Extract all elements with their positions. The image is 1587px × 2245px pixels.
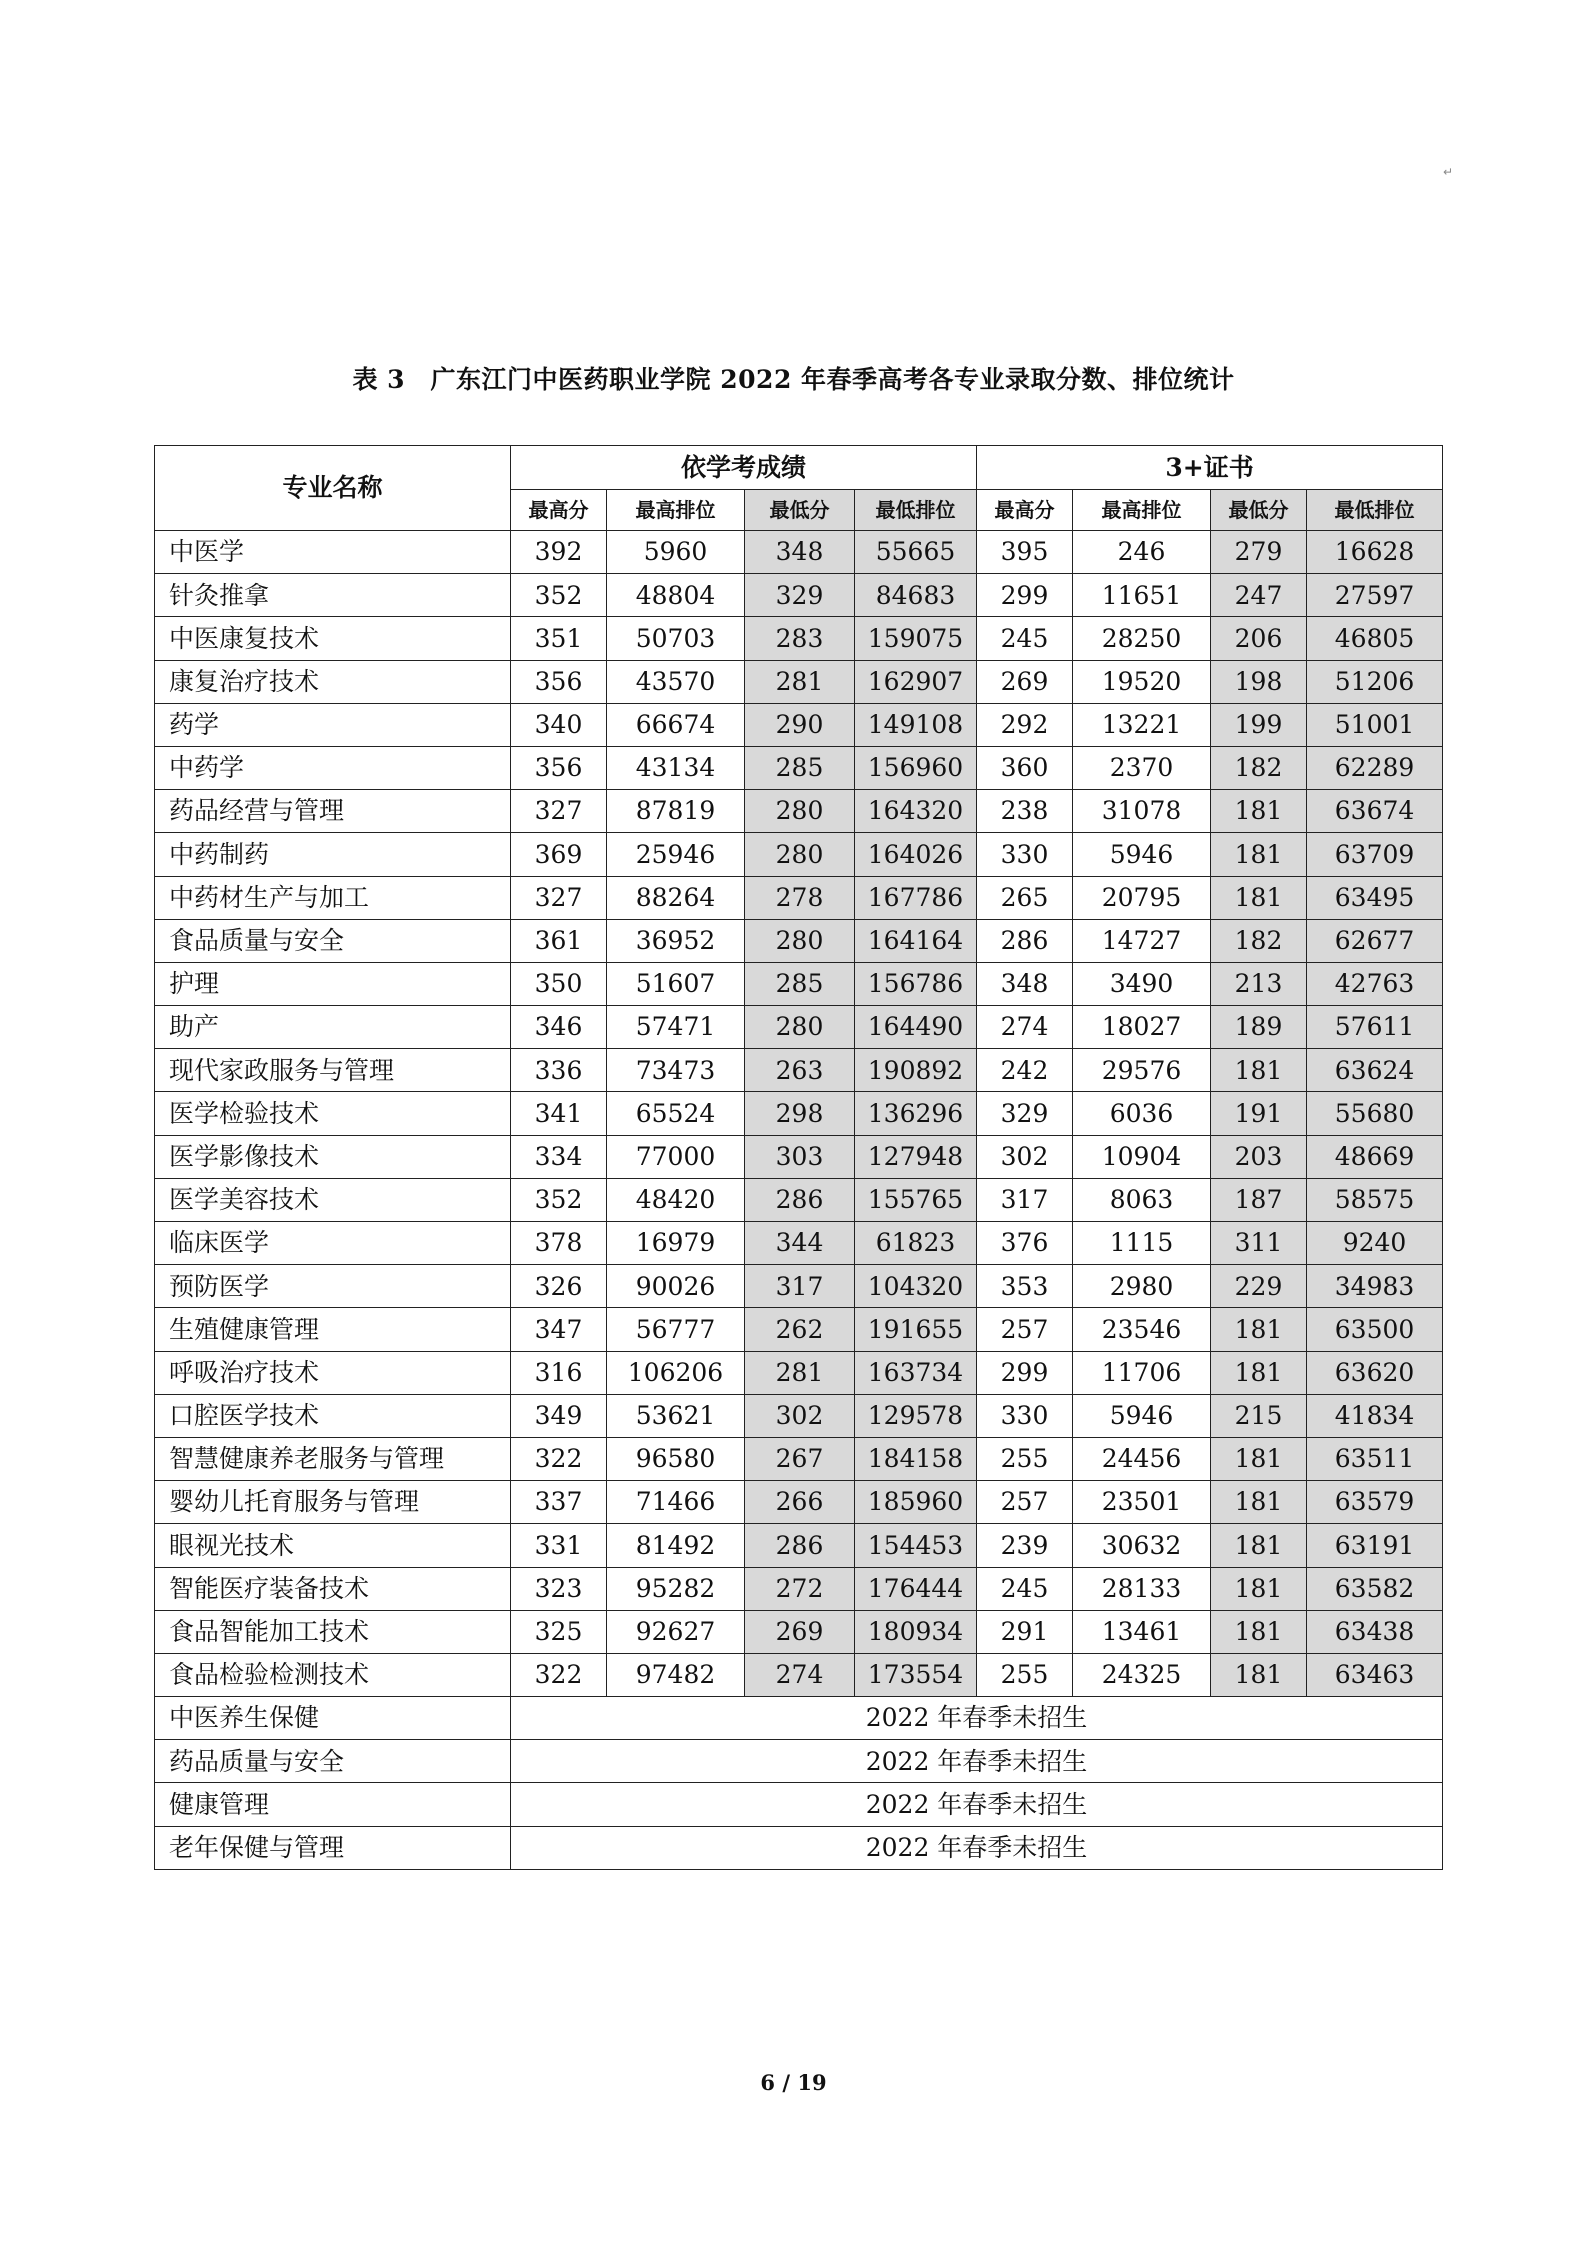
score-cell: 156786 (855, 962, 977, 1005)
table-row-no-enrollment (155, 1826, 1443, 1869)
major-name: 药品质量与安全 (155, 1740, 511, 1783)
major-name: 智慧健康养老服务与管理 (155, 1437, 511, 1480)
table-row (155, 1049, 1443, 1092)
score-cell: 71466 (607, 1481, 745, 1524)
score-cell: 213 (1211, 962, 1307, 1005)
score-cell: 280 (745, 919, 855, 962)
score-cell: 20795 (1073, 876, 1211, 919)
score-cell: 255 (977, 1653, 1073, 1696)
major-name: 中药学 (155, 746, 511, 789)
header-col: 最低分 (1211, 490, 1307, 531)
score-cell: 316 (511, 1351, 607, 1394)
score-cell: 164490 (855, 1006, 977, 1049)
major-name: 呼吸治疗技术 (155, 1351, 511, 1394)
no-enrollment-note: 2022 年春季未招生 (511, 1826, 1443, 1869)
score-cell: 11706 (1073, 1351, 1211, 1394)
score-cell: 215 (1211, 1394, 1307, 1437)
table-row (155, 1006, 1443, 1049)
score-cell: 84683 (855, 574, 977, 617)
header-col: 最低排位 (855, 490, 977, 531)
score-cell: 16979 (607, 1222, 745, 1265)
score-cell: 6036 (1073, 1092, 1211, 1135)
score-cell: 245 (977, 617, 1073, 660)
major-name: 康复治疗技术 (155, 660, 511, 703)
score-cell: 27597 (1307, 574, 1443, 617)
score-cell: 285 (745, 962, 855, 1005)
score-cell: 239 (977, 1524, 1073, 1567)
score-cell: 317 (745, 1265, 855, 1308)
score-cell: 356 (511, 660, 607, 703)
score-cell: 164164 (855, 919, 977, 962)
score-cell: 255 (977, 1437, 1073, 1480)
score-cell: 5960 (607, 531, 745, 574)
score-cell: 58575 (1307, 1178, 1443, 1221)
score-cell: 41834 (1307, 1394, 1443, 1437)
score-cell: 349 (511, 1394, 607, 1437)
score-cell: 173554 (855, 1653, 977, 1696)
score-cell: 181 (1211, 790, 1307, 833)
score-cell: 2980 (1073, 1265, 1211, 1308)
header-col: 最低分 (745, 490, 855, 531)
score-cell: 327 (511, 876, 607, 919)
score-cell: 323 (511, 1567, 607, 1610)
score-cell: 77000 (607, 1135, 745, 1178)
major-name: 食品智能加工技术 (155, 1610, 511, 1653)
score-cell: 330 (977, 833, 1073, 876)
score-cell: 182 (1211, 919, 1307, 962)
table-row (155, 876, 1443, 919)
score-cell: 149108 (855, 703, 977, 746)
score-cell: 285 (745, 746, 855, 789)
major-name: 食品质量与安全 (155, 919, 511, 962)
score-cell: 303 (745, 1135, 855, 1178)
no-enrollment-note: 2022 年春季未招生 (511, 1740, 1443, 1783)
score-cell: 191655 (855, 1308, 977, 1351)
score-cell: 361 (511, 919, 607, 962)
major-name: 助产 (155, 1006, 511, 1049)
major-name: 口腔医学技术 (155, 1394, 511, 1437)
score-cell: 25946 (607, 833, 745, 876)
table-row (155, 1135, 1443, 1178)
score-cell: 263 (745, 1049, 855, 1092)
score-cell: 330 (977, 1394, 1073, 1437)
score-cell: 348 (745, 531, 855, 574)
table-row (155, 1308, 1443, 1351)
score-cell: 167786 (855, 876, 977, 919)
score-cell: 127948 (855, 1135, 977, 1178)
major-name: 医学美容技术 (155, 1178, 511, 1221)
score-cell: 340 (511, 703, 607, 746)
score-cell: 97482 (607, 1653, 745, 1696)
score-cell: 286 (745, 1178, 855, 1221)
table-row (155, 833, 1443, 876)
score-cell: 16628 (1307, 531, 1443, 574)
score-cell: 350 (511, 962, 607, 1005)
score-cell: 66674 (607, 703, 745, 746)
score-cell: 329 (977, 1092, 1073, 1135)
no-enrollment-note: 2022 年春季未招生 (511, 1697, 1443, 1740)
score-cell: 246 (1073, 531, 1211, 574)
no-enrollment-note: 2022 年春季未招生 (511, 1783, 1443, 1826)
score-cell: 290 (745, 703, 855, 746)
score-cell: 180934 (855, 1610, 977, 1653)
table-row-no-enrollment (155, 1740, 1443, 1783)
score-cell: 106206 (607, 1351, 745, 1394)
score-cell: 51001 (1307, 703, 1443, 746)
header-col: 最高排位 (607, 490, 745, 531)
major-name: 针灸推拿 (155, 574, 511, 617)
score-cell: 262 (745, 1308, 855, 1351)
header-group-certificate: 3+证书 (977, 446, 1443, 490)
score-cell: 199 (1211, 703, 1307, 746)
score-cell: 327 (511, 790, 607, 833)
table-row-no-enrollment (155, 1697, 1443, 1740)
score-cell: 238 (977, 790, 1073, 833)
score-cell: 53621 (607, 1394, 745, 1437)
major-name: 现代家政服务与管理 (155, 1049, 511, 1092)
score-cell: 269 (977, 660, 1073, 703)
score-cell: 267 (745, 1437, 855, 1480)
score-cell: 302 (977, 1135, 1073, 1178)
score-cell: 325 (511, 1610, 607, 1653)
score-cell: 181 (1211, 1653, 1307, 1696)
score-cell: 96580 (607, 1437, 745, 1480)
score-cell: 95282 (607, 1567, 745, 1610)
major-name: 中医学 (155, 531, 511, 574)
score-cell: 352 (511, 574, 607, 617)
score-cell: 162907 (855, 660, 977, 703)
score-cell: 31078 (1073, 790, 1211, 833)
score-cell: 30632 (1073, 1524, 1211, 1567)
score-cell: 48804 (607, 574, 745, 617)
score-cell: 185960 (855, 1481, 977, 1524)
table-row (155, 790, 1443, 833)
score-cell: 63438 (1307, 1610, 1443, 1653)
score-cell: 191 (1211, 1092, 1307, 1135)
score-cell: 5946 (1073, 833, 1211, 876)
score-cell: 63191 (1307, 1524, 1443, 1567)
score-cell: 353 (977, 1265, 1073, 1308)
score-cell: 392 (511, 531, 607, 574)
major-name: 药学 (155, 703, 511, 746)
score-cell: 154453 (855, 1524, 977, 1567)
score-cell: 63709 (1307, 833, 1443, 876)
table-row (155, 574, 1443, 617)
score-cell: 203 (1211, 1135, 1307, 1178)
table-row (155, 660, 1443, 703)
major-name: 食品检验检测技术 (155, 1653, 511, 1696)
score-cell: 5946 (1073, 1394, 1211, 1437)
score-cell: 265 (977, 876, 1073, 919)
table-row-no-enrollment (155, 1783, 1443, 1826)
score-cell: 190892 (855, 1049, 977, 1092)
score-cell: 87819 (607, 790, 745, 833)
table-row (155, 1092, 1443, 1135)
score-cell: 62677 (1307, 919, 1443, 962)
score-cell: 48669 (1307, 1135, 1443, 1178)
score-cell: 347 (511, 1308, 607, 1351)
score-cell: 329 (745, 574, 855, 617)
header-col: 最高排位 (1073, 490, 1211, 531)
score-cell: 279 (1211, 531, 1307, 574)
score-cell: 326 (511, 1265, 607, 1308)
score-cell: 181 (1211, 1524, 1307, 1567)
header-col: 最低排位 (1307, 490, 1443, 531)
page-number: 6 / 19 (760, 2070, 827, 2095)
score-cell: 322 (511, 1653, 607, 1696)
score-cell: 242 (977, 1049, 1073, 1092)
score-cell: 63500 (1307, 1308, 1443, 1351)
score-cell: 334 (511, 1135, 607, 1178)
score-cell: 129578 (855, 1394, 977, 1437)
score-cell: 23501 (1073, 1481, 1211, 1524)
table-row (155, 1222, 1443, 1265)
table-row (155, 1567, 1443, 1610)
score-cell: 395 (977, 531, 1073, 574)
major-name: 护理 (155, 962, 511, 1005)
admission-score-table (154, 445, 1443, 1870)
score-cell: 344 (745, 1222, 855, 1265)
major-name: 老年保健与管理 (155, 1826, 511, 1869)
score-cell: 14727 (1073, 919, 1211, 962)
score-cell: 1115 (1073, 1222, 1211, 1265)
score-cell: 322 (511, 1437, 607, 1480)
score-cell: 8063 (1073, 1178, 1211, 1221)
score-cell: 57611 (1307, 1006, 1443, 1049)
score-cell: 181 (1211, 876, 1307, 919)
score-cell: 57471 (607, 1006, 745, 1049)
major-name: 预防医学 (155, 1265, 511, 1308)
score-cell: 360 (977, 746, 1073, 789)
score-cell: 28250 (1073, 617, 1211, 660)
score-cell: 336 (511, 1049, 607, 1092)
score-cell: 63674 (1307, 790, 1443, 833)
score-cell: 63511 (1307, 1437, 1443, 1480)
major-name: 临床医学 (155, 1222, 511, 1265)
major-name: 药品经营与管理 (155, 790, 511, 833)
score-cell: 292 (977, 703, 1073, 746)
score-cell: 43570 (607, 660, 745, 703)
score-cell: 34983 (1307, 1265, 1443, 1308)
header-row-groups (155, 446, 1443, 490)
table-row (155, 746, 1443, 789)
score-cell: 348 (977, 962, 1073, 1005)
score-cell: 369 (511, 833, 607, 876)
score-cell: 302 (745, 1394, 855, 1437)
score-cell: 341 (511, 1092, 607, 1135)
score-cell: 281 (745, 1351, 855, 1394)
score-cell: 331 (511, 1524, 607, 1567)
score-cell: 189 (1211, 1006, 1307, 1049)
score-cell: 164026 (855, 833, 977, 876)
table-row (155, 962, 1443, 1005)
table-row (155, 617, 1443, 660)
header-group-xuekao: 依学考成绩 (511, 446, 977, 490)
score-cell: 55665 (855, 531, 977, 574)
score-cell: 13461 (1073, 1610, 1211, 1653)
score-cell: 2370 (1073, 746, 1211, 789)
score-cell: 378 (511, 1222, 607, 1265)
score-cell: 187 (1211, 1178, 1307, 1221)
score-cell: 337 (511, 1481, 607, 1524)
score-cell: 23546 (1073, 1308, 1211, 1351)
major-name: 医学检验技术 (155, 1092, 511, 1135)
table-row (155, 1178, 1443, 1221)
score-cell: 311 (1211, 1222, 1307, 1265)
score-cell: 206 (1211, 617, 1307, 660)
score-cell: 24325 (1073, 1653, 1211, 1696)
score-cell: 19520 (1073, 660, 1211, 703)
score-cell: 299 (977, 1351, 1073, 1394)
score-cell: 198 (1211, 660, 1307, 703)
score-cell: 81492 (607, 1524, 745, 1567)
score-cell: 184158 (855, 1437, 977, 1480)
score-cell: 278 (745, 876, 855, 919)
score-cell: 299 (977, 574, 1073, 617)
table-row (155, 1437, 1443, 1480)
score-cell: 181 (1211, 1567, 1307, 1610)
score-cell: 63624 (1307, 1049, 1443, 1092)
paragraph-mark: ↵ (1443, 165, 1454, 179)
score-cell: 104320 (855, 1265, 977, 1308)
score-cell: 90026 (607, 1265, 745, 1308)
score-cell: 247 (1211, 574, 1307, 617)
score-cell: 3490 (1073, 962, 1211, 1005)
score-cell: 164320 (855, 790, 977, 833)
score-cell: 65524 (607, 1092, 745, 1135)
score-cell: 352 (511, 1178, 607, 1221)
score-cell: 51607 (607, 962, 745, 1005)
score-cell: 298 (745, 1092, 855, 1135)
score-cell: 291 (977, 1610, 1073, 1653)
score-cell: 55680 (1307, 1092, 1443, 1135)
score-cell: 36952 (607, 919, 745, 962)
score-cell: 10904 (1073, 1135, 1211, 1178)
score-cell: 48420 (607, 1178, 745, 1221)
score-cell: 272 (745, 1567, 855, 1610)
table-row (155, 703, 1443, 746)
major-name: 中医康复技术 (155, 617, 511, 660)
score-cell: 62289 (1307, 746, 1443, 789)
major-name: 眼视光技术 (155, 1524, 511, 1567)
score-cell: 63495 (1307, 876, 1443, 919)
major-name: 生殖健康管理 (155, 1308, 511, 1351)
score-cell: 356 (511, 746, 607, 789)
score-cell: 159075 (855, 617, 977, 660)
score-cell: 181 (1211, 833, 1307, 876)
score-cell: 182 (1211, 746, 1307, 789)
table-row (155, 1610, 1443, 1653)
score-cell: 229 (1211, 1265, 1307, 1308)
score-cell: 181 (1211, 1308, 1307, 1351)
score-cell: 28133 (1073, 1567, 1211, 1610)
table-row (155, 1524, 1443, 1567)
score-cell: 11651 (1073, 574, 1211, 617)
header-col: 最高分 (977, 490, 1073, 531)
major-name: 中药材生产与加工 (155, 876, 511, 919)
score-cell: 42763 (1307, 962, 1443, 1005)
score-cell: 245 (977, 1567, 1073, 1610)
score-cell: 63582 (1307, 1567, 1443, 1610)
score-cell: 283 (745, 617, 855, 660)
table-row (155, 1653, 1443, 1696)
score-cell: 88264 (607, 876, 745, 919)
table-row (155, 1351, 1443, 1394)
score-cell: 63579 (1307, 1481, 1443, 1524)
score-cell: 266 (745, 1481, 855, 1524)
header-major: 专业名称 (155, 446, 511, 531)
score-cell: 269 (745, 1610, 855, 1653)
score-cell: 274 (977, 1006, 1073, 1049)
score-cell: 29576 (1073, 1049, 1211, 1092)
score-cell: 286 (977, 919, 1073, 962)
score-cell: 351 (511, 617, 607, 660)
score-cell: 280 (745, 790, 855, 833)
score-cell: 317 (977, 1178, 1073, 1221)
score-cell: 9240 (1307, 1222, 1443, 1265)
score-cell: 50703 (607, 617, 745, 660)
score-cell: 13221 (1073, 703, 1211, 746)
score-cell: 346 (511, 1006, 607, 1049)
score-cell: 163734 (855, 1351, 977, 1394)
score-cell: 376 (977, 1222, 1073, 1265)
major-name: 婴幼儿托育服务与管理 (155, 1481, 511, 1524)
header-col: 最高分 (511, 490, 607, 531)
score-cell: 156960 (855, 746, 977, 789)
score-cell: 176444 (855, 1567, 977, 1610)
major-name: 健康管理 (155, 1783, 511, 1826)
score-cell: 24456 (1073, 1437, 1211, 1480)
score-cell: 181 (1211, 1481, 1307, 1524)
score-cell: 181 (1211, 1437, 1307, 1480)
score-cell: 286 (745, 1524, 855, 1567)
score-cell: 61823 (855, 1222, 977, 1265)
score-cell: 43134 (607, 746, 745, 789)
table-row (155, 919, 1443, 962)
score-cell: 280 (745, 1006, 855, 1049)
score-cell: 18027 (1073, 1006, 1211, 1049)
major-name: 医学影像技术 (155, 1135, 511, 1178)
score-cell: 181 (1211, 1351, 1307, 1394)
score-cell: 63620 (1307, 1351, 1443, 1394)
score-cell: 63463 (1307, 1653, 1443, 1696)
table-row (155, 1394, 1443, 1437)
score-cell: 280 (745, 833, 855, 876)
major-name: 中药制药 (155, 833, 511, 876)
score-cell: 46805 (1307, 617, 1443, 660)
score-cell: 51206 (1307, 660, 1443, 703)
score-cell: 257 (977, 1308, 1073, 1351)
major-name: 中医养生保健 (155, 1697, 511, 1740)
score-cell: 92627 (607, 1610, 745, 1653)
score-cell: 257 (977, 1481, 1073, 1524)
score-cell: 181 (1211, 1049, 1307, 1092)
score-cell: 181 (1211, 1610, 1307, 1653)
score-cell: 274 (745, 1653, 855, 1696)
table-row (155, 1265, 1443, 1308)
table-row (155, 531, 1443, 574)
score-cell: 281 (745, 660, 855, 703)
score-cell: 73473 (607, 1049, 745, 1092)
table-title: 表 3 广东江门中医药职业学院 2022 年春季高考各专业录取分数、排位统计 (352, 365, 1235, 394)
major-name: 智能医疗装备技术 (155, 1567, 511, 1610)
score-cell: 56777 (607, 1308, 745, 1351)
score-cell: 136296 (855, 1092, 977, 1135)
table-row (155, 1481, 1443, 1524)
score-cell: 155765 (855, 1178, 977, 1221)
